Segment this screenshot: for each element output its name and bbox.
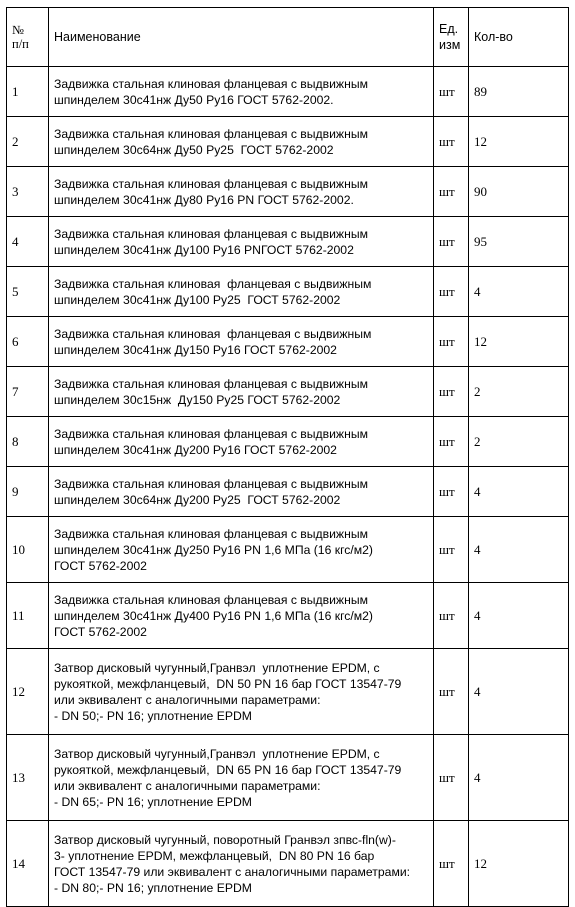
row-unit: шт xyxy=(434,583,469,649)
row-name: Задвижка стальная клиновая фланцевая с выдвижным шпинделем 30с41нж Ду50 Ру16 ГОСТ 5762-2002. xyxy=(49,67,434,117)
row-name: Задвижка стальная клиновая фланцевая с выдвижным шпинделем 30с41нж Ду150 Ру16 ГОСТ 5762-2002 xyxy=(49,317,434,367)
row-name: Затвор дисковый чугунный, поворотный Гранвэл зпвс-fln(w)- 3- уплотнение EPDM, межфланцевый, DN 80 PN 16 бар ГОСТ 13547-79 или эквивалент с аналогичными параметрами: - DN 80;- PN 16; уплотнение EPDM xyxy=(49,821,434,907)
table-row xyxy=(7,821,569,907)
table-row xyxy=(7,367,569,417)
specification-table xyxy=(6,7,569,907)
row-qty: 4 xyxy=(469,467,569,517)
row-name: Затвор дисковый чугунный,Гранвэл уплотнение EPDM, с рукояткой, межфланцевый, DN 50 PN 16 бар ГОСТ 13547-79 или эквивалент с аналогичными параметрами: - DN 50;- PN 16; уплотнение EPDM xyxy=(49,649,434,735)
row-name: Задвижка стальная клиновая фланцевая с выдвижным шпинделем 30с41нж Ду250 Ру16 PN 1,6 МПа (16 кгс/м2) ГОСТ 5762-2002 xyxy=(49,517,434,583)
row-unit: шт xyxy=(434,317,469,367)
table-row xyxy=(7,735,569,821)
row-unit: шт xyxy=(434,417,469,467)
row-name: Задвижка стальная клиновая фланцевая с выдвижным шпинделем 30с15нж Ду150 Ру25 ГОСТ 5762-2002 xyxy=(49,367,434,417)
row-name: Задвижка стальная клиновая фланцевая с выдвижным шпинделем 30с41нж Ду400 Ру16 PN 1,6 МПа (16 кгс/м2) ГОСТ 5762-2002 xyxy=(49,583,434,649)
row-num: 2 xyxy=(7,117,49,167)
row-qty: 4 xyxy=(469,649,569,735)
row-num: 1 xyxy=(7,67,49,117)
table-row xyxy=(7,317,569,367)
row-num: 14 xyxy=(7,821,49,907)
table-row xyxy=(7,417,569,467)
row-num: 4 xyxy=(7,217,49,267)
row-qty: 89 xyxy=(469,67,569,117)
table-row xyxy=(7,67,569,117)
row-name: Задвижка стальная клиновая фланцевая с выдвижным шпинделем 30с41нж Ду200 Ру16 ГОСТ 5762-2002 xyxy=(49,417,434,467)
table-row xyxy=(7,117,569,167)
row-name: Задвижка стальная клиновая фланцевая с выдвижным шпинделем 30с64нж Ду50 Ру25 ГОСТ 5762-2002 xyxy=(49,117,434,167)
row-unit: шт xyxy=(434,821,469,907)
header-name: Наименование xyxy=(49,8,434,67)
header-unit: Ед. изм xyxy=(434,8,469,67)
row-unit: шт xyxy=(434,67,469,117)
row-unit: шт xyxy=(434,217,469,267)
row-unit: шт xyxy=(434,649,469,735)
row-qty: 4 xyxy=(469,517,569,583)
row-num: 6 xyxy=(7,317,49,367)
table-row xyxy=(7,583,569,649)
row-unit: шт xyxy=(434,467,469,517)
table-row xyxy=(7,167,569,217)
row-unit: шт xyxy=(434,735,469,821)
row-qty: 12 xyxy=(469,317,569,367)
row-unit: шт xyxy=(434,167,469,217)
row-num: 11 xyxy=(7,583,49,649)
row-qty: 4 xyxy=(469,583,569,649)
row-num: 10 xyxy=(7,517,49,583)
row-name: Задвижка стальная клиновая фланцевая с выдвижным шпинделем 30с41нж Ду100 Ру25 ГОСТ 5762-2002 xyxy=(49,267,434,317)
row-qty: 95 xyxy=(469,217,569,267)
row-unit: шт xyxy=(434,367,469,417)
row-num: 8 xyxy=(7,417,49,467)
row-unit: шт xyxy=(434,517,469,583)
table-row xyxy=(7,267,569,317)
row-name: Затвор дисковый чугунный,Гранвэл уплотнение EPDM, с рукояткой, межфланцевый, DN 65 PN 16 бар ГОСТ 13547-79 или эквивалент с аналогичными параметрами: - DN 65;- PN 16; уплотнение EPDM xyxy=(49,735,434,821)
row-name: Задвижка стальная клиновая фланцевая с выдвижным шпинделем 30с41нж Ду80 Ру16 PN ГОСТ 5762-2002. xyxy=(49,167,434,217)
row-qty: 90 xyxy=(469,167,569,217)
row-name: Задвижка стальная клиновая фланцевая с выдвижным шпинделем 30с64нж Ду200 Ру25 ГОСТ 5762-2002 xyxy=(49,467,434,517)
row-num: 9 xyxy=(7,467,49,517)
row-qty: 12 xyxy=(469,821,569,907)
table-row xyxy=(7,467,569,517)
header-qty: Кол-во xyxy=(469,8,569,67)
table-row xyxy=(7,217,569,267)
row-unit: шт xyxy=(434,267,469,317)
row-num: 12 xyxy=(7,649,49,735)
row-qty: 12 xyxy=(469,117,569,167)
row-num: 7 xyxy=(7,367,49,417)
row-qty: 2 xyxy=(469,367,569,417)
table-header-row xyxy=(7,8,569,67)
row-qty: 4 xyxy=(469,735,569,821)
row-num: 3 xyxy=(7,167,49,217)
row-num: 5 xyxy=(7,267,49,317)
table-row xyxy=(7,649,569,735)
row-num: 13 xyxy=(7,735,49,821)
table-row xyxy=(7,517,569,583)
row-qty: 2 xyxy=(469,417,569,467)
row-name: Задвижка стальная клиновая фланцевая с выдвижным шпинделем 30с41нж Ду100 Ру16 PNГОСТ 5762-2002 xyxy=(49,217,434,267)
row-unit: шт xyxy=(434,117,469,167)
row-qty: 4 xyxy=(469,267,569,317)
header-num: № п/п xyxy=(7,8,49,67)
